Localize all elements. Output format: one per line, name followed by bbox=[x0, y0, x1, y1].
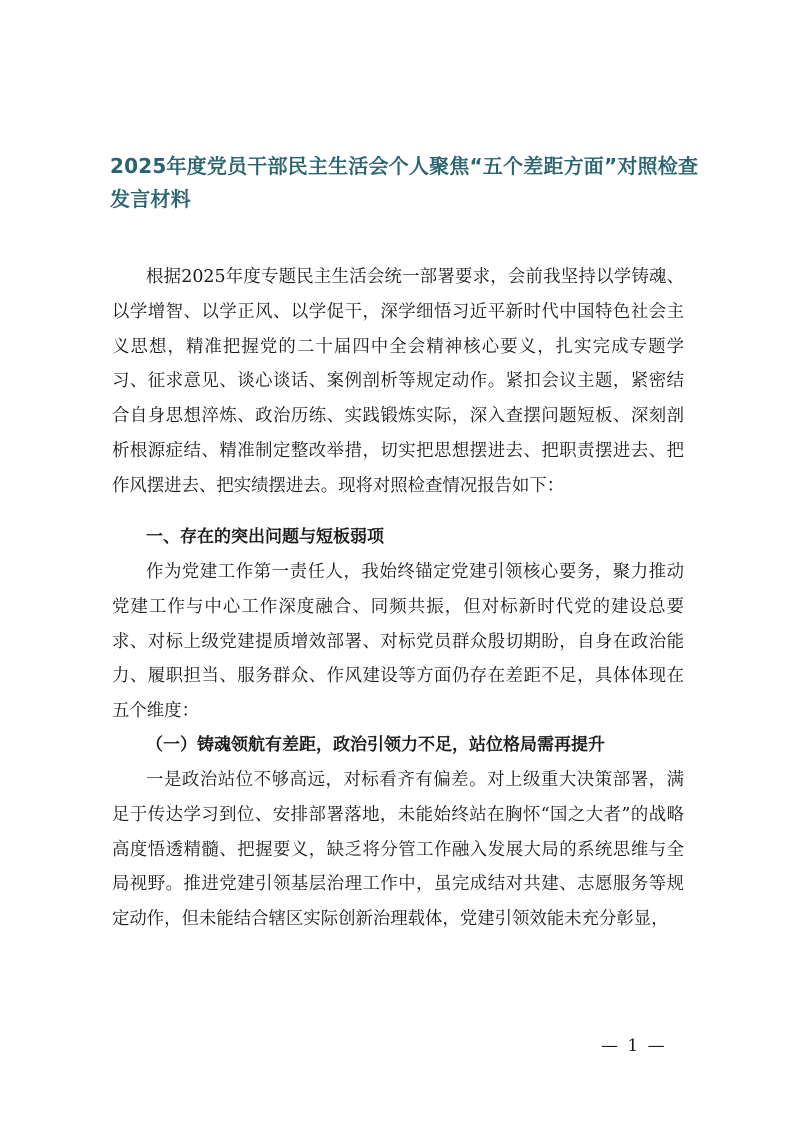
subsection-1-heading: （一）铸魂领航有差距，政治引领力不足，站位格局需再提升 bbox=[146, 735, 605, 755]
intro-paragraph: 根据2025年度专题民主生活会统一部署要求，会前我坚持以学铸魂、以学增智、以学正风、以学促干，深学细悟习近平新时代中国特色社会主义思想，精准把握党的二十届四中全会精神核心要义，扎实完成专题学习、征求意见、谈心谈话、案例剖析等规定动作。紧扣会议主题，紧密结合自身思想淬炼、政治历练、实践锻炼实际，深入查摆问题短板、深刻剖析根源症结、精准制定整改举措，切实把思想摆进去、把职责摆进去、把作风摆进去、把实绩摆进去。现将对照检查情况报告如下： bbox=[112, 267, 684, 496]
page-number: — 1 — bbox=[601, 1036, 667, 1056]
subsection-1-paragraph: 一是政治站位不够高远，对标看齐有偏差。对上级重大决策部署，满足于传达学习到位、安排部署落地，未能始终站在胸怀“国之大者”的战略高度悟透精髓、把握要义，缺乏将分管工作融入发展大局的系统思维与全局视野。推进党建引领基层治理工作中，虽完成结对共建、志愿服务等规定动作，但未能结合辖区实际创新治理载体，党建引领效能未充分彰显， bbox=[112, 770, 684, 930]
document-title: 2025年度党员干部民主生活会个人聚焦“五个差距方面”对照检查发言材料 bbox=[110, 154, 699, 211]
section-1-paragraph: 作为党建工作第一责任人，我始终锚定党建引领核心要务，聚力推动党建工作与中心工作深度融合、同频共振，但对标新时代党的建设总要求、对标上级党建提质增效部署、对标党员群众殷切期盼，自身在政治能力、履职担当、服务群众、作风建设等方面仍存在差距不足，具体体现在五个维度： bbox=[112, 562, 684, 722]
section-1-heading: 一、存在的突出问题与短板弱项 bbox=[146, 527, 384, 547]
